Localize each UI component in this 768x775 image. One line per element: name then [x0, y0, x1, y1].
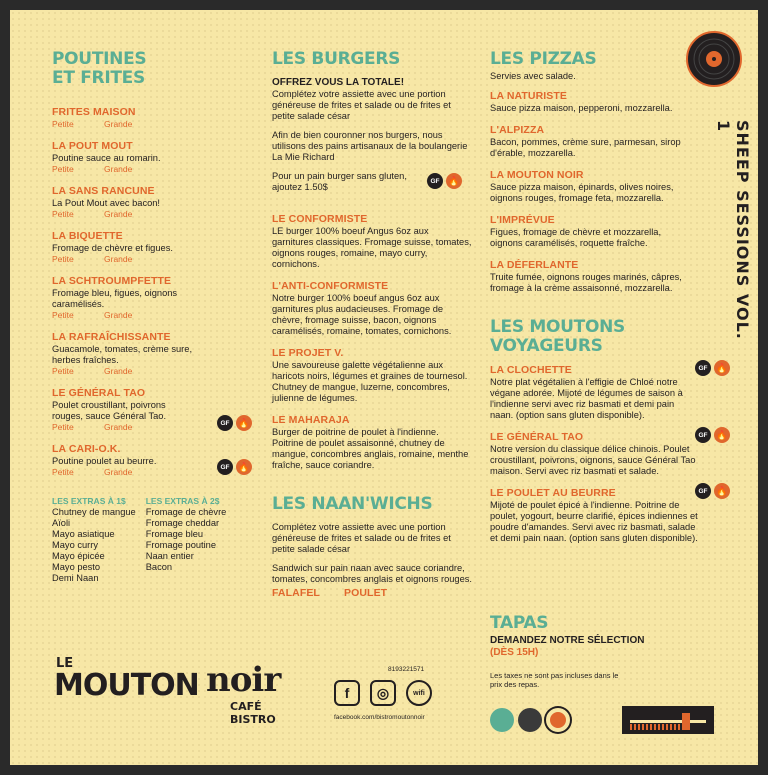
menu-item-general-tao-voyageur: LE GÉNÉRAL TAO GF 🔥 Notre version du classique délice chinois. Poulet croustillant, poivrons, oignons, sauce Général Tao maison. Servi avec riz basmati et salade. — [490, 431, 700, 477]
menu-item-biquette: LA BIQUETTE Fromage de chèvre et figues. Petite Grande — [52, 230, 173, 264]
color-dots — [490, 708, 570, 732]
menu-item-maharaja: LE MAHARAJA Burger de poitrine de poulet à l'indienne. Poitrine de poulet assaisonné, chutney de mangue, concombres anglais, romaine, menthe fraîche, sauce coriandre. — [272, 414, 469, 470]
slider-fill — [630, 724, 686, 730]
menu-item-poulet-beurre: LE POULET AU BEURRE GF 🔥 Mijoté de poulet épicé à l'indienne. Poitrine de poulet, yogourt, beurre clarifié, épices indiennes et poudre d'amandes. Servi avec riz basmati, salade et demi pain naan. (option sans gluten disponible). — [490, 487, 700, 544]
spicy-icon: 🔥 — [714, 483, 730, 499]
extras-2-list: LES EXTRAS À 2$ Fromage de chèvre Fromage cheddar Fromage bleu Fromage poutine Naan entier Bacon — [145, 496, 227, 572]
extras-1-list: LES EXTRAS À 1$ Chutney de mangue Aïoli Mayo asiatique Mayo curry Mayo épicée Mayo pesto Demi Naan — [52, 496, 136, 583]
spicy-icon: 🔥 — [446, 173, 462, 189]
menu-item-schtroumpfette: LA SCHTROUMPFETTE Fromage bleu, figues, oignons caramélisés. Petite Grande — [52, 275, 178, 320]
orange-dot — [546, 708, 570, 732]
menu-item-clochette: LA CLOCHETTE GF 🔥 Notre plat végétalien à l'effigie de Chloé notre végane adorée. Mijoté de légumes de saison à l'indienne servi avec riz basmati et demi pain naan. (option sans gluten disponible). — [490, 364, 700, 421]
tapas-section: TAPAS DEMANDEZ NOTRE SÉLECTION (DÈS 15H) Les taxes ne sont pas incluses dans le prix des repas. — [490, 614, 690, 689]
menu-item-cari-ok: LA CARI-O.K. GF 🔥 Poutine poulet au beurre. Petite Grande — [52, 443, 252, 478]
sheep-sessions-title: SHEEP SESSIONS VOL. 1 — [714, 120, 752, 340]
phone-number: 8193221571 — [388, 666, 425, 673]
vinyl-record-icon — [686, 31, 742, 87]
poutines-column — [52, 50, 252, 584]
naanwich-options: FALAFEL POULET — [272, 587, 388, 599]
gluten-option: Pour un pain burger sans gluten, ajoutez 1.50$ GF 🔥 — [272, 171, 422, 193]
pizzas-column: LES PIZZAS Servies avec salade. LA NATURISTE Sauce pizza maison, pepperoni, mozzarella. L'ALPIZZA Bacon, pommes, crème sure, parmesan, sirop d'érable, mozzarella. LA MOUTON NOIR Sauce pizza maison, épinards, olives noires, oignons rouges, fromage feta, mozzarella. L'IMPRÉVUE Figues, fromage de chèvre et mozzarella, oignons caramélisés, roquette fraîche. LA DÉFERLANTE Truite fumée, oignons rouges marinés, câpres, fromage à la crème assaisonné, mozzarella. LES MOUTONS VOYAGEURS LA CLOCHETTE GF 🔥 Notre plat végétalien à l'effigie de Chloé notre végane adorée. Mijoté de légumes de saison à l'indienne servi avec riz basmati et demi pain naan. (option sans gluten disponible). LE GÉNÉRAL TAO GF 🔥 Notre version du classique délice chinois. Poulet croustillant, poivrons, oignons, sauce Général Tao maison. Servi avec riz basmati et salade. LE POULET AU BEURRE GF 🔥 Mijoté de poulet épicé à l'indienne. Poitrine de poulet, yogourt, beurre clarifié, épices indiennes et poudre d'amandes. Servi avec riz basmati, salade et demi pain naan. (option sans gluten disponible). — [490, 50, 690, 554]
gluten-free-icon: GF — [427, 173, 443, 189]
menu-item-pout-mout: LA POUT MOUT Poutine sauce au romarin. Petite Grande — [52, 140, 161, 174]
diet-tags — [695, 483, 730, 499]
slider-track — [630, 720, 706, 723]
menu-page — [10, 10, 758, 765]
menu-item-mouton-noir: LA MOUTON NOIR Sauce pizza maison, épinards, olives noires, oignons rouges, fromage feta, mozzarella. — [490, 169, 674, 203]
spicy-icon: 🔥 — [714, 427, 730, 443]
spicy-icon: 🔥 — [236, 459, 252, 475]
gluten-free-icon: GF — [695, 360, 711, 376]
burgers-column: LES BURGERS OFFREZ VOUS LA TOTALE! Complétez votre assiette avec une portion généreuse de frites et salade ou de frites et petite salade césar Afin de bien couronner nos burgers, nous utilisons des pains artisanaux de la boulangerie La Mie Richard Pour un pain burger sans gluten, ajoutez 1.50$ GF 🔥 LE CONFORMISTE LE burger 100% boeuf Angus 6oz aux garnitures classiques. Fromage suisse, tomates, oignons rouges, romaine, mayo curry, cornichons. L'ANTI-CONFORMISTE Notre burger 100% boeuf angus 6oz aux garnitures plus audacieuses. Fromage de chèvre, fromage suisse, bacon, oignons caramélisés, romaine, tomates, cornichons. LE PROJET V. Une savoureuse galette végétalienne aux haricots noirs, légumes et graines de tournesol. Chutney de mangue, luzerne, concombres, julienne de légumes. LE MAHARAJA Burger de poitrine de poulet à l'indienne. Poitrine de poulet assaisonné, chutney de mangue, concombres anglais, romaine, menthe fraîche, sauce coriandre. LES NAAN'WICHS Complétez votre assiette avec une portion généreuse de frites et salade ou de frites et petite salade césar Sandwich sur pain naan avec sauce coriandre, tomates, concombres anglais et oignons rouges. FALAFEL POULET — [272, 49, 472, 599]
menu-item-deferlante: LA DÉFERLANTE Truite fumée, oignons rouges marinés, câpres, fromage à la crème assaisonné, mozzarella. — [490, 259, 682, 293]
volume-slider — [622, 706, 714, 734]
facebook-link[interactable]: facebook.com/bistromoutonnoir — [334, 714, 425, 721]
extras-section — [52, 496, 252, 584]
gluten-free-icon: GF — [695, 483, 711, 499]
menu-item-imprevue: L'IMPRÉVUE Figues, fromage de chèvre et mozzarella, oignons caramélisés, roquette fraîche. — [490, 214, 662, 248]
spicy-icon: 🔥 — [236, 415, 252, 431]
gluten-free-icon: GF — [217, 415, 233, 431]
diet-tags — [217, 415, 252, 431]
burgers-title: LES BURGERS — [272, 49, 401, 69]
naanwichs-title: LES NAAN'WICHS — [272, 494, 433, 514]
gluten-free-icon: GF — [217, 459, 233, 475]
menu-item-conformiste: LE CONFORMISTE LE burger 100% boeuf Angus 6oz aux garnitures classiques. Fromage suisse, tomates, oignons rouges, romaine, mayo curry, cornichons. — [272, 213, 472, 269]
menu-item-projet-v: LE PROJET V. Une savoureuse galette végétalienne aux haricots noirs, légumes et graines de tournesol. Chutney de mangue, luzerne, concombres, julienne de légumes. — [272, 347, 468, 403]
diet-tags — [695, 360, 730, 376]
menu-item-rafraichissante: LA RAFRAÎCHISSANTE Guacamole, tomates, crème sure, herbes fraîches. Petite Grande — [52, 331, 193, 376]
dark-dot — [518, 708, 542, 732]
slider-knob — [682, 713, 690, 730]
menu-item-general-tao-poutine: LE GÉNÉRAL TAO GF 🔥 Poulet croustillant, poivrons rouges, sauce Général Tao. Petite Grande — [52, 387, 252, 433]
diet-tags — [695, 427, 730, 443]
teal-dot — [490, 708, 514, 732]
menu-item-naturiste: LA NATURISTE Sauce pizza maison, pepperoni, mozzarella. — [490, 90, 673, 113]
wifi-icon: wifi — [406, 680, 432, 706]
diet-tags — [427, 173, 462, 189]
offer-heading: OFFREZ VOUS LA TOTALE! — [272, 77, 405, 88]
facebook-icon[interactable]: f — [334, 680, 360, 706]
instagram-icon[interactable]: ◎ — [370, 680, 396, 706]
gluten-free-icon: GF — [695, 427, 711, 443]
diet-tags — [217, 459, 252, 475]
tapas-title: TAPAS — [490, 613, 549, 633]
voyageurs-title: LES MOUTONS VOYAGEURS — [490, 317, 625, 356]
poutines-title: POUTINES ET FRITES — [52, 49, 147, 88]
menu-item-alpizza: L'ALPIZZA Bacon, pommes, crème sure, parmesan, sirop d'érable, mozzarella. — [490, 124, 681, 158]
mouton-noir-logo: LE MOUTON noir CAFÉ BISTRO — [54, 656, 281, 726]
menu-item-frites-maison: FRITES MAISON Petite Grande — [52, 106, 136, 129]
pizzas-title: LES PIZZAS — [490, 49, 597, 69]
social-links — [334, 666, 484, 726]
spicy-icon: 🔥 — [714, 360, 730, 376]
menu-item-sans-rancune: LA SANS RANCUNE La Pout Mout avec bacon! Petite Grande — [52, 185, 161, 219]
menu-item-anti-conformiste: L'ANTI-CONFORMISTE Notre burger 100% boeuf angus 6oz aux garnitures plus audacieuses. Fromage de chèvre, fromage suisse, bacon, oignons caramélisés, romaine, tomates, cornichons. — [272, 280, 452, 336]
